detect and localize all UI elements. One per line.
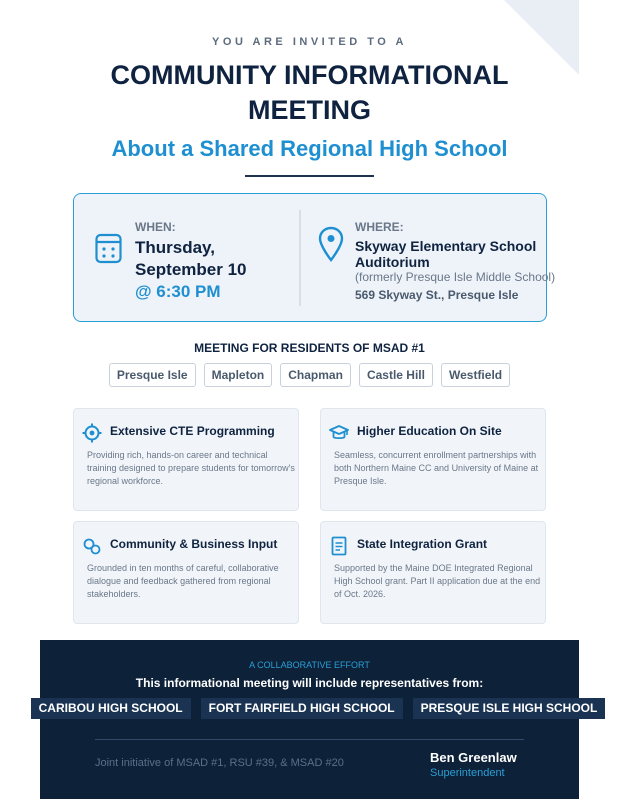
school-tag: PRESQUE ISLE HIGH SCHOOL <box>413 698 606 719</box>
joint-initiative-text: Joint initiative of MSAD #1, RSU #39, & MSAD #20 <box>95 757 344 769</box>
graduation-cap-icon <box>329 423 349 443</box>
town-tag: Castle Hill <box>359 363 433 387</box>
feature-description: Providing rich, hands-on career and technical training designed to prepare students for tomorrow's regional workforce. <box>87 450 295 486</box>
feature-card-grant <box>320 521 546 624</box>
event-venue: Skyway Elementary School Auditorium <box>355 238 537 270</box>
feature-description: Grounded in ten months of careful, collaborative dialogue and feedback gathered from regional stakeholders. <box>87 563 279 599</box>
feature-title: Extensive CTE Programming <box>110 424 275 438</box>
calendar-icon <box>95 231 122 264</box>
page-title: COMMUNITY INFORMATIONAL MEETING <box>110 60 509 125</box>
page-subtitle: About a Shared Regional High School <box>111 136 508 161</box>
footer-divider <box>95 739 524 740</box>
details-divider <box>299 210 301 306</box>
town-tag: Westfield <box>441 363 510 387</box>
footer-panel <box>38 640 598 799</box>
representatives-text: This informational meeting will include representatives from: <box>135 676 484 690</box>
where-label: WHERE: <box>355 220 404 234</box>
venue-note: (formerly Presque Isle Middle School) <box>355 270 556 284</box>
when-label: WHEN: <box>135 220 176 234</box>
document-icon <box>329 536 349 556</box>
town-tag: Mapleton <box>204 363 273 387</box>
map-pin-icon <box>318 226 344 262</box>
school-tag: CARIBOU HIGH SCHOOL <box>31 698 191 719</box>
event-time: @ 6:30 PM <box>135 282 221 301</box>
event-details-card <box>73 193 556 322</box>
feature-title: State Integration Grant <box>357 537 488 551</box>
feature-description: Seamless, concurrent enrollment partnerships with both Northern Maine CC and University of Maine at Presque Isle. <box>334 450 539 486</box>
signature-role: Superintendent <box>430 767 505 779</box>
target-gear-icon <box>82 423 102 443</box>
signature-name: Ben Greenlaw <box>430 750 517 765</box>
invitation-flyer <box>38 0 598 799</box>
event-date: Thursday, September 10 <box>135 238 247 279</box>
town-tag: Presque Isle <box>109 363 196 387</box>
discussion-icon <box>82 536 102 556</box>
feature-card-cte <box>73 408 299 511</box>
feature-card-higher-ed <box>320 408 546 511</box>
feature-title: Higher Education On Site <box>357 424 502 438</box>
feature-title: Community & Business Input <box>110 537 278 551</box>
title-divider <box>245 175 374 177</box>
invitation-eyebrow: YOU ARE INVITED TO A <box>212 36 407 48</box>
venue-address: 569 Skyway St., Presque Isle <box>355 288 519 302</box>
school-tag: FORT FAIRFIELD HIGH SCHOOL <box>201 698 403 719</box>
town-list <box>40 363 579 387</box>
town-tag: Chapman <box>280 363 351 387</box>
school-list <box>28 698 608 719</box>
collab-label: A COLLABORATIVE EFFORT <box>249 660 370 670</box>
feature-card-community <box>73 521 299 624</box>
feature-description: Supported by the Maine DOE Integrated Regional High School grant. Part II application due at the end of Oct. 2026. <box>334 563 541 599</box>
residents-heading: MEETING FOR RESIDENTS OF MSAD #1 <box>194 341 425 355</box>
